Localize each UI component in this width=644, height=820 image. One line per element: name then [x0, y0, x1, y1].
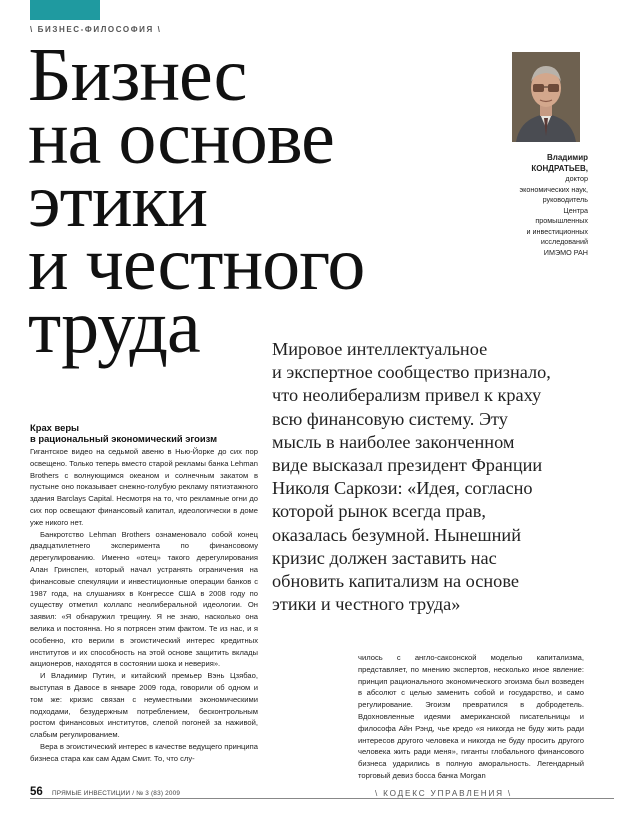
page-number: 56: [30, 786, 43, 798]
lead-paragraph: [272, 338, 617, 616]
body-paragraph: И Владимир Путин, и китайский премьер Вэнь Цзябао, выступая в Давосе в январе 2009 года, говорили об одном и том же: кризис связан с неуместными экономическими подходами, безудержным потреблением, бесконтрольным ростом финансовых институтов, слепой погоней за наживой, слабым регулированием.: [30, 671, 258, 740]
headline-line: этики: [28, 159, 208, 243]
lead-line: всю финансовую систему. Эту: [272, 408, 508, 429]
lead-line: и экспертное сообщество признало,: [272, 362, 551, 383]
subheading-line: Крах веры: [30, 422, 80, 433]
footer-divider: [30, 798, 614, 799]
author-last-name: КОНДРАТЬЕВ,: [531, 163, 588, 173]
author-title-line: промышленных: [535, 216, 588, 225]
lead-line: которой рынок всегда прав,: [272, 501, 486, 522]
lead-line: обновить капитализм на основе: [272, 571, 519, 592]
author-title-line: ИМЭМО РАН: [543, 247, 588, 257]
lead-line: что неолиберализм привел к краху: [272, 385, 542, 406]
author-title-line: и инвестиционных: [526, 226, 588, 236]
section-subheading: [30, 422, 250, 444]
body-column-right: [358, 652, 584, 782]
lead-line: этики и честного труда»: [272, 594, 461, 615]
lead-line: мысль в наиболее законченном: [272, 431, 515, 452]
article-headline: [28, 33, 498, 369]
lead-line: Мировое интеллектуальное: [272, 339, 488, 359]
headline-line: и честного: [28, 222, 365, 306]
author-caption: [468, 153, 588, 258]
author-first-name: Владимир: [546, 153, 588, 162]
headline-line: на основе: [28, 96, 334, 180]
subheading-line: в рациональный экономический эгоизм: [30, 433, 218, 444]
author-title-line: исследований: [540, 237, 588, 246]
author-title-line: руководитель: [542, 195, 588, 204]
lead-line: оказалась безумной. Нынешний: [272, 524, 521, 545]
body-paragraph: Вера в эгоистический интерес в качестве ведущего принципа бизнеса стара как сам Адам Смит. То, что слу-: [30, 741, 258, 763]
author-title-line: экономических наук,: [519, 184, 588, 194]
headline-line: труда: [28, 285, 200, 369]
body-paragraph: Банкротство Lehman Brothers ознаменовало собой конец двадцатилетнего эксперимента по финансовому дерегулированию. Именно «отец» такого дерегулирования Алан Гринспен, который начал устранять ограничения на финансовые спекуляции и инвестиционные операции банков с 1987 года, на слушаниях в Конгрессе США в 2008 году по существу отметил коллапс неолиберальной идеологии. Он заявил: «Я обнаружил трещину. Я не знаю, насколько она велика и постоянна. Но я потрясен этим фактом. Те из нас, и я особенно, кто верили в эгоистический интерес кредитных институтов и их способность на этой основе защитить вклады акционеров, находятся в состоянии шока и неверия».: [30, 529, 258, 669]
lead-line: кризис должен заставить нас: [272, 547, 497, 568]
body-paragraph: Гигантское видео на седьмой авеню в Нью-Йорке до сих пор освещено. Только теперь вместо старой рекламы банка Lehman Brothers с волнующимся океаном и солнечным закатом в пустыне оно показывает снежно-голубую рекламу пятиэтажного здания Barclays Capital. Несмотря на то, что рекламные огни до сих пор освещают финансовый капитал, идеологически в доме уже никого нет.: [30, 447, 258, 527]
lead-line: виде высказал президент Франции: [272, 455, 543, 476]
author-title-line: Центра: [563, 205, 588, 215]
section-color-tab: [30, 0, 100, 20]
body-column-left: [30, 446, 258, 765]
body-paragraph: чилось с англо-саксонской моделью капитализма, представляет, по мнению экспертов, несколько иное явление: принцип рационального экономического эгоизма был возведен в абсолют с целью заменить собой и государство, и само регулирование. Эгоизм превратился в добродетель. Вдохновленные идеями американской писательницы и философа Айн Рэнд, чье кредо «я никогда не буду жить ради интересов другого человека и никогда не буду просить другого человека жить ради меня», гиганты глобального финансового бизнеса ударились в полную аморальность. Легендарный торговый девиз босса банка Morgan: [358, 653, 584, 780]
footer-section-label: \ КОДЕКС УПРАВЛЕНИЯ \: [375, 789, 513, 798]
rubric-label: \ БИЗНЕС-ФИЛОСОФИЯ \: [30, 25, 162, 34]
author-photo: [512, 52, 580, 142]
headline-line: Бизнес: [28, 33, 247, 117]
lead-line: Николя Саркози: «Идея, согласно: [272, 478, 533, 499]
author-title-line: доктор: [565, 174, 588, 183]
magazine-issue: ПРЯМЫЕ ИНВЕСТИЦИИ / № 3 (83) 2009: [52, 790, 181, 797]
